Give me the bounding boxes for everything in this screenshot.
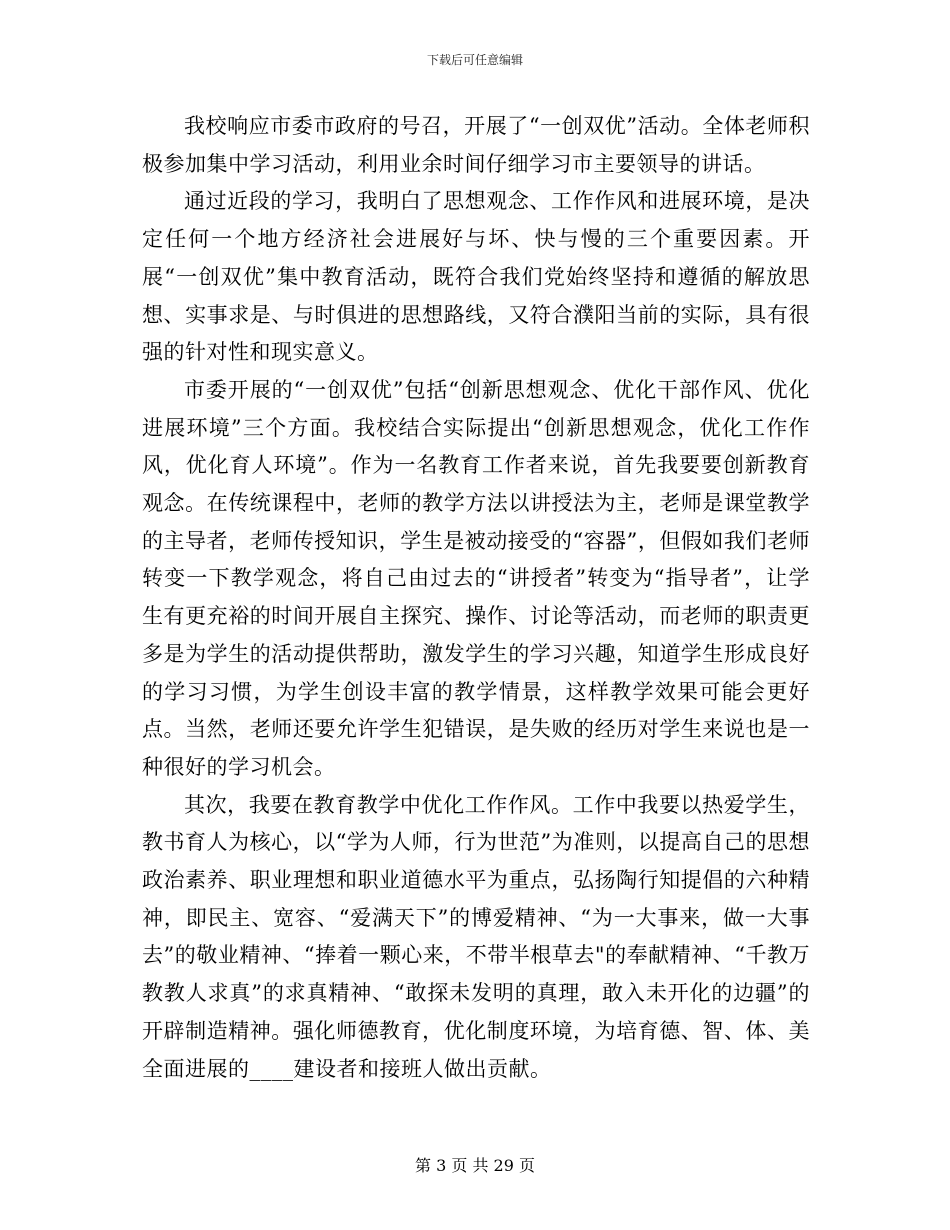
paragraph: 我校响应市委市政府的号召，开展了“一创双优”活动。全体老师积极参加集中学习活动，利用业余时间仔细学习市主要领导的讲话。: [142, 114, 810, 176]
page-number: 第 3 页 共 29 页: [415, 1156, 535, 1175]
page-header-note: 下载后可任意编辑: [426, 53, 523, 67]
paragraph: 市委开展的“一创双优”包括“创新思想观念、优化干部作风、优化进展环境”三个方面。我校结合实际提出“创新思想观念，优化工作作风，优化育人环境”。作为一名教育工作者来说，首先我要要创新教育观念。在传统课程中，老师的教学方法以讲授法为主，老师是课堂教学的主导者，老师传授知识，学生是被动接受的“容器”，但假如我们老师转变一下教学观念，将自己由过去的“讲授者”转变为“指导者”，让学生有更充裕的时间开展自主探究、操作、讨论等活动，而老师的职责更多是为学生的活动提供帮助，激发学生的学习兴趣，知道学生形成良好的学习习惯，为学生创设丰富的教学情景，这样教学效果可能会更好点。当然，老师还要允许学生犯错误，是失败的经历对学生来说也是一种很好的学习机会。: [142, 377, 810, 779]
paragraph: 其次，我要在教育教学中优化工作作风。工作中我要以热爱学生，教书育人为核心，以“学为人师，行为世范”为准则，以提高自己的思想政治素养、职业理想和职业道德水平为重点，弘扬陶行知提倡的六种精神，即民主、宽容、“爱满天下”的博爱精神、“为一大事来，做一大事去”的敬业精神、“捧着一颗心来，不带半根草去"的奉献精神、“千教万教教人求真”的求真精神、“敢探未发明的真理，敢入未开化的边疆”的开辟制造精神。强化师德教育，优化制度环境，为培育德、智、体、美全面进展的____建设者和接班人做出贡献。: [142, 792, 810, 1081]
document-body: [142, 108, 810, 1088]
paragraph: 通过近段的学习，我明白了思想观念、工作作风和进展环境，是决定任何一个地方经济社会进展好与坏、快与慢的三个重要因素。开展“一创双优”集中教育活动，既符合我们党始终坚持和遵循的解放思想、实事求是、与时俱进的思想路线，又符合濮阳当前的实际，具有很强的针对性和现实意义。: [142, 189, 810, 365]
